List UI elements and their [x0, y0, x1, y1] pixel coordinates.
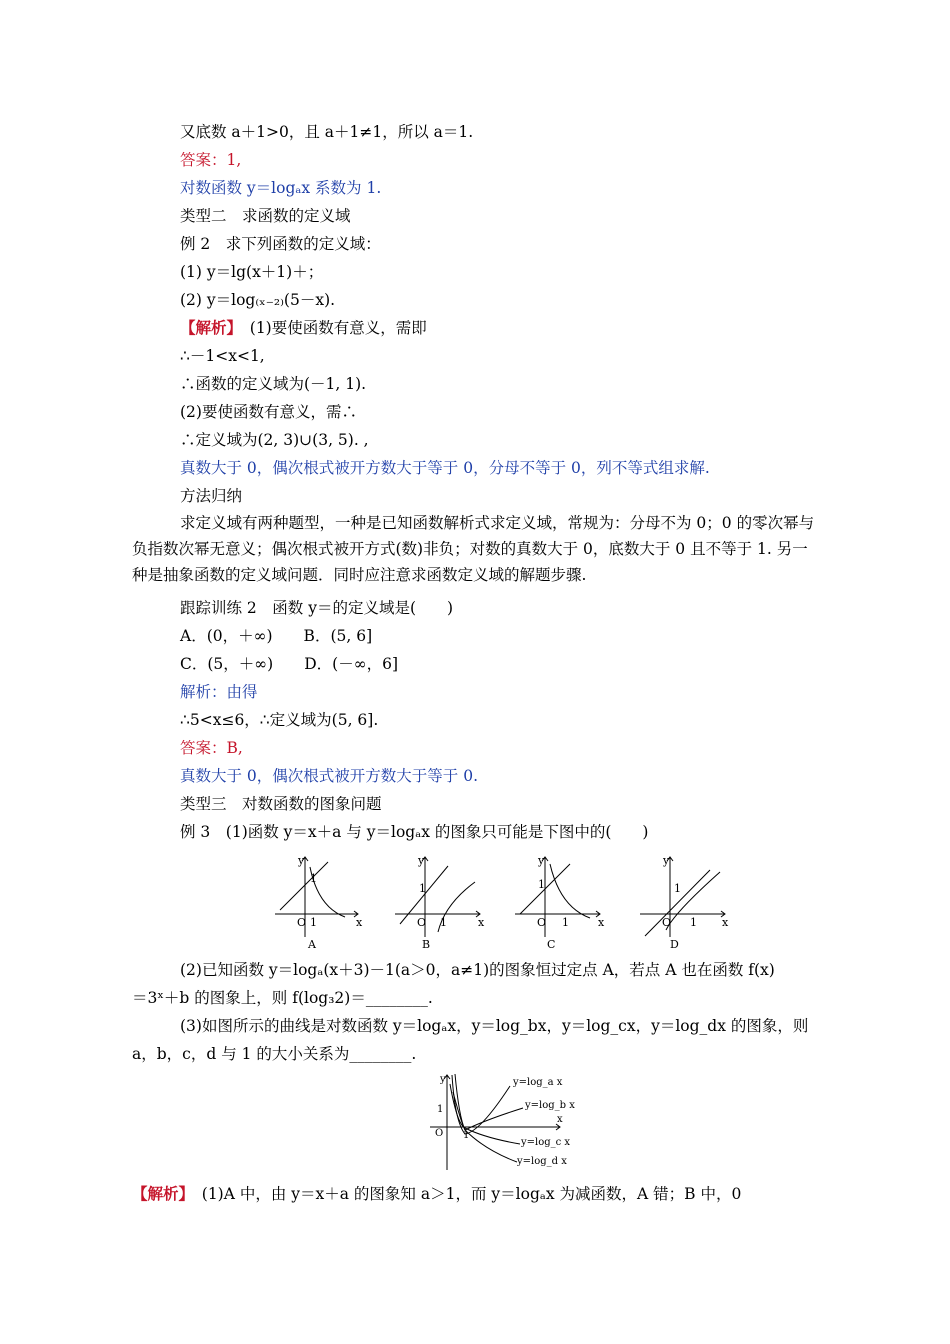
text-line: (2) y＝log₍ₓ₋₂₎(5－x).: [180, 291, 336, 309]
graph-c: [515, 857, 600, 937]
graph-label-c: C: [547, 938, 556, 951]
axis-x-label: x: [478, 916, 485, 929]
axis-x-label: x: [598, 916, 605, 929]
curve-label: y=log_b x: [525, 1100, 575, 1111]
curve-log-a: [452, 1075, 510, 1134]
analysis-line: [132, 1184, 741, 1204]
note-line: 对数函数 y＝logₐx 系数为 1.: [180, 179, 382, 197]
section-heading: 方法归纳: [180, 487, 243, 505]
origin-label: O: [417, 916, 427, 929]
exercise-heading: 跟踪训练 2 函数 y＝的定义域是( ): [180, 599, 454, 617]
axis-y-label: y: [663, 854, 670, 867]
origin-label: O: [435, 1128, 444, 1139]
axis-x-label: x: [557, 1114, 563, 1125]
analysis-text: (1)A 中，由 y＝x＋a 的图象知 a＞1，而 y＝logₐx 为减函数，A 错；B 中，0: [186, 1185, 742, 1203]
curve-label: y=log_a x: [513, 1077, 563, 1088]
tick-one-label: 1: [437, 1104, 444, 1115]
text-line: ∴定义域为(2, 3)∪(3, 5). ,: [180, 431, 369, 449]
text-line: (1) y＝lg(x＋1)＋；: [180, 263, 324, 281]
analysis-label: 【解析】: [180, 318, 235, 337]
answer-line: 答案：B,: [180, 739, 243, 757]
text-line: ∴5<x≤6，∴定义域为(5, 6].: [180, 711, 379, 729]
tick-one-label: 1: [310, 916, 317, 929]
text-line: ∴函数的定义域为(－1, 1).: [180, 375, 367, 393]
analysis-label: 【解析】: [132, 1184, 187, 1203]
tick-one-label: 1: [674, 882, 681, 895]
tick-one-label: 1: [310, 872, 317, 885]
note-line: 真数大于 0，偶次根式被开方数大于等于 0.: [180, 767, 479, 785]
graph-label-a: A: [308, 938, 316, 951]
axis-y-label: y: [538, 854, 545, 867]
text-line: (2)要使函数有意义，需∴: [180, 403, 357, 421]
graph-label-d: D: [670, 938, 679, 951]
text-line: 又底数 a＋1>0，且 a＋1≠1，所以 a＝1.: [180, 123, 474, 141]
section-heading: 类型三 对数函数的图象问题: [180, 795, 382, 813]
tick-one-label: 1: [538, 878, 545, 891]
options-line: C．(5，＋∞) D．(－∞，6]: [180, 655, 399, 673]
analysis-line: [180, 318, 427, 338]
origin-label: O: [297, 916, 307, 929]
tick-one-label: 1: [440, 916, 447, 929]
analysis-line: 解析：由得: [180, 683, 258, 701]
axis-x-label: x: [722, 916, 729, 929]
curve-label: y=log_d x: [517, 1156, 567, 1167]
example-heading: 例 3 (1)函数 y＝x＋a 与 y＝logₐx 的图象只可能是下图中的( ): [180, 823, 649, 841]
note-line: 真数大于 0，偶次根式被开方数大于等于 0，分母不等于 0，列不等式组求解.: [180, 459, 710, 477]
origin-label: O: [537, 916, 547, 929]
method-paragraph: 求定义域有两种题型，一种是已知函数解析式求定义域，常规为：分母不为 0；0 的零次幂与负指数次幂无意义；偶次根式被开方式(数)非负；对数的真数大于 0，底数大于 0 且不等于 1. 另一种是抽象函数的定义域问题．同时应注意求函数定义域的解题步骤.: [132, 514, 815, 584]
graph-b: [395, 857, 480, 937]
tick-one-label: 1: [690, 916, 697, 929]
answer-line: 答案：1,: [180, 151, 242, 169]
axis-y-label: y: [440, 1074, 446, 1085]
text-line: ＝3ˣ＋b 的图象上，则 f(log₃2)＝________.: [132, 989, 433, 1007]
text-line: a，b，c，d 与 1 的大小关系为________.: [132, 1045, 417, 1063]
options-line: A．(0，＋∞) B．(5, 6]: [180, 627, 373, 645]
tick-one-label: 1: [562, 916, 569, 929]
tick-one-label: 1: [463, 1130, 470, 1141]
text-line: (3)如图所示的曲线是对数函数 y＝logₐx，y＝log_bx，y＝log_cx，y＝log_dx 的图象，则: [180, 1017, 809, 1035]
curve-label: y=log_c x: [521, 1137, 571, 1148]
origin-label: O: [662, 916, 672, 929]
graph-label-b: B: [422, 938, 431, 951]
axis-y-label: y: [298, 854, 305, 867]
axis-x-label: x: [356, 916, 363, 929]
text-line: (2)已知函数 y＝logₐ(x＋3)－1(a＞0，a≠1)的图象恒过定点 A，若点 A 也在函数 f(x): [180, 961, 775, 979]
text-line: ∴－1<x<1,: [180, 347, 265, 365]
section-heading: 类型二 求函数的定义域: [180, 207, 351, 225]
axis-y-label: y: [418, 854, 425, 867]
example-heading: 例 2 求下列函数的定义域：: [180, 235, 381, 253]
option-graphs-figure: [270, 852, 730, 952]
tick-one-label: 1: [419, 882, 426, 895]
log-curves-figure: [425, 1072, 585, 1172]
graph-d: [640, 857, 725, 937]
analysis-text: (1)要使函数有意义，需即: [234, 319, 427, 337]
